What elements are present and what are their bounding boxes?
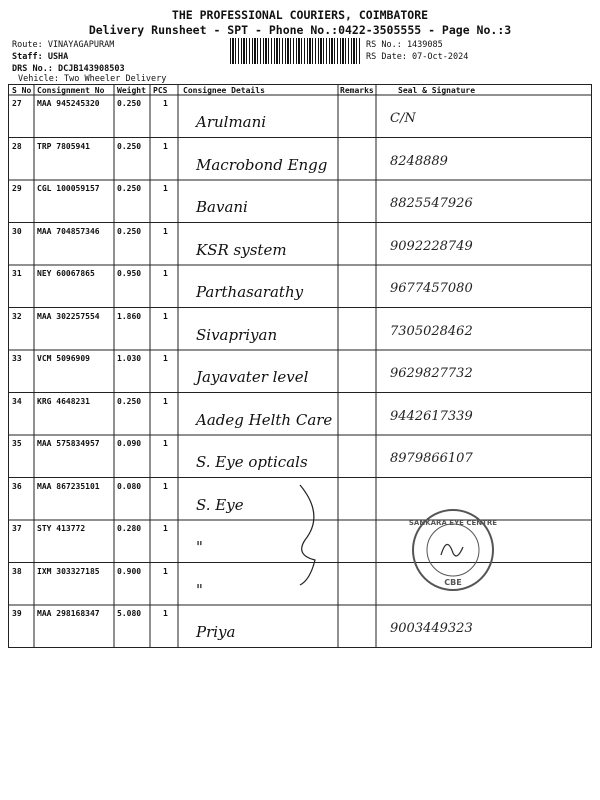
row-weight: 0.250 — [117, 141, 142, 151]
row-signature: 9677457080 — [390, 281, 473, 296]
row-weight: 1.860 — [117, 311, 142, 321]
row-signature: 8979866107 — [390, 451, 473, 466]
row-consignee-name: " — [196, 538, 203, 556]
row-signature: C/N — [390, 111, 416, 126]
row-weight: 0.250 — [117, 226, 142, 236]
row-weight: 0.250 — [117, 396, 142, 406]
row-weight: 0.250 — [117, 99, 142, 108]
col-consignee: Consignee Details — [183, 86, 265, 95]
row-sno: 32 — [12, 311, 22, 321]
seal-text-top: SANKARA EYE CENTRE — [408, 519, 498, 527]
row-consignment-no: MAA 575834957 — [37, 439, 100, 448]
barcode-image — [230, 38, 360, 64]
col-sno: S No — [12, 86, 32, 95]
row-pcs: 1 — [163, 609, 168, 618]
row-consignment-no: MAA 302257554 — [37, 311, 100, 321]
row-weight: 1.030 — [117, 354, 142, 363]
row-weight: 0.280 — [117, 524, 142, 533]
row-signature: 9629827732 — [390, 366, 473, 381]
row-signature: 9003449323 — [390, 621, 473, 636]
col-remarks: Remarks — [340, 86, 374, 95]
row-weight: 0.900 — [117, 566, 142, 576]
row-sno: 28 — [12, 141, 22, 151]
row-pcs: 1 — [163, 566, 168, 576]
row-consignment-no: IXM 303327185 — [37, 566, 100, 576]
row-consignment-no: MAA 704857346 — [37, 226, 100, 236]
row-consignment-no: MAA 867235101 — [37, 481, 100, 491]
row-consignment-no: MAA 945245320 — [37, 99, 100, 108]
row-pcs: 1 — [163, 269, 168, 278]
row-sno: 34 — [12, 396, 22, 406]
row-consignee-name: Jayavater level — [196, 368, 309, 386]
row-consignee-name: Bavani — [196, 198, 248, 216]
row-sno: 33 — [12, 354, 22, 363]
row-signature: 9442617339 — [390, 408, 473, 424]
row-weight: 5.080 — [117, 609, 142, 618]
row-consignment-no: CGL 100059157 — [37, 184, 100, 193]
row-sno: 31 — [12, 269, 22, 278]
row-weight: 0.950 — [117, 269, 142, 278]
col-consignment: Consignment No — [37, 86, 105, 95]
row-sno: 37 — [12, 524, 22, 533]
row-sno: 35 — [12, 439, 22, 448]
rs-date: RS Date: 07-Oct-2024 — [366, 52, 469, 62]
row-sno: 27 — [12, 99, 22, 108]
row-pcs: 1 — [163, 226, 168, 236]
row-sno: 29 — [12, 184, 22, 193]
row-consignee-name: KSR system — [196, 240, 287, 259]
row-weight: 0.080 — [117, 481, 142, 491]
row-signature: 8825547926 — [390, 196, 473, 211]
row-consignment-no: MAA 298168347 — [37, 609, 100, 618]
row-consignee-name: S. Eye opticals — [196, 453, 308, 471]
staff-label: Staff: USHA — [12, 52, 69, 62]
row-pcs: 1 — [163, 184, 168, 193]
row-consignee-name: " — [196, 580, 203, 599]
seal-stamp — [408, 505, 498, 595]
row-pcs: 1 — [163, 141, 168, 151]
row-sno: 39 — [12, 609, 22, 618]
runsheet-subtitle: Delivery Runsheet - SPT - Phone No.:0422-3505555 - Page No.:3 — [88, 23, 512, 37]
row-consignment-no: VCM 5096909 — [37, 354, 90, 363]
row-consignment-no: NEY 60067865 — [37, 269, 95, 278]
row-weight: 0.250 — [117, 184, 142, 193]
row-sno: 38 — [12, 566, 22, 576]
row-consignee-name: Aadeg Helth Care — [196, 410, 333, 429]
drs-number: DRS No.: DCJB143908503 — [12, 64, 125, 74]
seal-signature-mark — [441, 544, 463, 555]
col-weight: Weight — [117, 86, 146, 95]
row-pcs: 1 — [163, 396, 168, 406]
bracket-mark — [290, 480, 330, 590]
row-consignee-name: Sivapriyan — [196, 325, 278, 344]
rs-number: RS No.: 1439085 — [366, 40, 443, 50]
row-pcs: 1 — [163, 524, 168, 533]
row-consignment-no: STY 413772 — [37, 524, 86, 533]
row-signature: 7305028462 — [390, 323, 473, 339]
row-pcs: 1 — [163, 354, 168, 363]
row-sno: 30 — [12, 226, 22, 236]
row-consignee-name: Priya — [196, 623, 236, 641]
row-consignee-name: S. Eye — [196, 495, 244, 514]
row-pcs: 1 — [163, 481, 168, 491]
row-consignee-name: Macrobond Engg — [196, 155, 328, 174]
seal-text-bottom: CBE — [444, 578, 462, 587]
col-pcs: PCS — [153, 86, 168, 95]
row-weight: 0.090 — [117, 439, 142, 448]
row-consignment-no: TRP 7805941 — [37, 141, 90, 151]
company-title: THE PROFESSIONAL COURIERS, COIMBATORE — [171, 8, 429, 22]
vehicle-label: Vehicle: Two Wheeler Delivery — [18, 74, 167, 84]
row-signature: 9092228749 — [390, 238, 473, 254]
row-pcs: 1 — [163, 311, 168, 321]
row-consignee-name: Parthasarathy — [196, 283, 304, 301]
row-sno: 36 — [12, 481, 22, 491]
row-pcs: 1 — [163, 439, 168, 448]
route-label: Route: VINAYAGAPURAM — [12, 40, 115, 50]
row-consignee-name: Arulmani — [196, 113, 267, 131]
row-consignment-no: KRG 4648231 — [37, 396, 90, 406]
col-signature: Seal & Signature — [398, 86, 476, 95]
row-signature: 8248889 — [390, 153, 448, 169]
row-pcs: 1 — [163, 99, 168, 108]
